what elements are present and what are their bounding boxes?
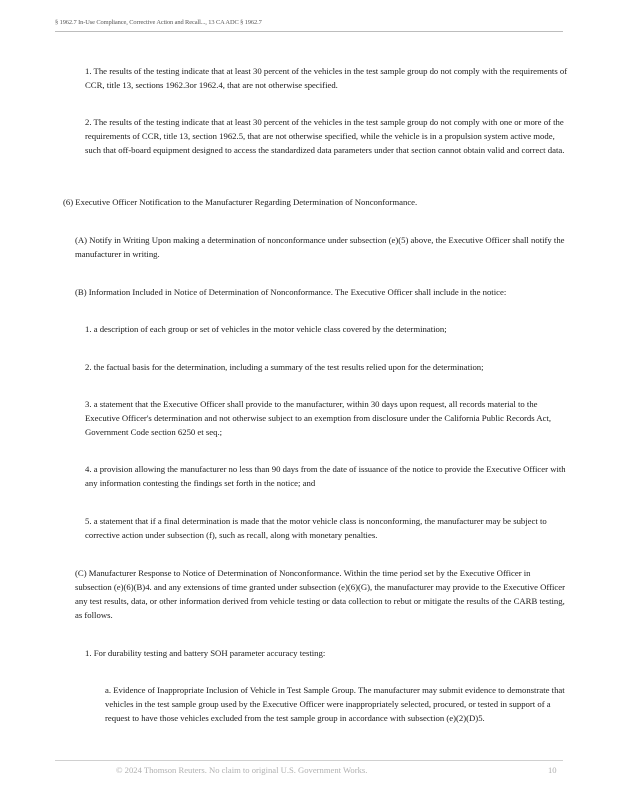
paragraph-e5-1: 1. The results of the testing indicate that at least 30 percent of the vehicles in the test sample group do not comply with the requirements of CCR, title 13, sections 1962.3or 1962.4, that are not otherwise specified. xyxy=(85,66,568,90)
page-number: 10 xyxy=(548,765,557,775)
paragraph-e6-C: (C) Manufacturer Response to Notice of Determination of Nonconformance. Within the time period set by the Executive Officer in subsection (e)(6)(B)4. and any extensions of time granted under subsection (e)(6)(G), the manufacturer may provide to the Executive Officer any test results, data, or other information derived from vehicle testing or data collection to rebut or mitigate the results of the CARB testing, as follows. xyxy=(75,568,566,620)
paragraph-e6-heading: (6) Executive Officer Notification to the Manufacturer Regarding Determination of Nonconformance. xyxy=(63,197,418,207)
paragraph-e6-C-1-a: a. Evidence of Inappropriate Inclusion of Vehicle in Test Sample Group. The manufacturer may submit evidence to demonstrate that vehicles in the test sample group used by the Executive Officer were inappropriately selected, procured, or tested in support of a request to have those vehicles excluded from the test sample group in accordance with subsection (e)(2)(D)5. xyxy=(105,685,565,723)
paragraph-e6-B-4: 4. a provision allowing the manufacturer no less than 90 days from the date of issuance of the notice to provide the Executive Officer with any information contesting the findings set forth in the notice; and xyxy=(85,464,566,488)
footer-copyright: © 2024 Thomson Reuters. No claim to original U.S. Government Works. xyxy=(116,765,368,775)
paragraph-e6-C-1: 1. For durability testing and battery SOH parameter accuracy testing: xyxy=(85,648,326,658)
paragraph-e5-2: 2. The results of the testing indicate that at least 30 percent of the vehicles in the test sample group do not comply with one or more of the requirements of CCR, title 13, section 1962.5, that are not otherwise specified, while the vehicle is in a propulsion system active mode, such that off-board equipment designed to access the standardized data parameters under that section cannot obtain valid and correct data. xyxy=(85,117,565,155)
paragraph-e6-A: (A) Notify in Writing Upon making a determination of nonconformance under subsection (e)(5) above, the Executive Officer shall notify the manufacturer in writing. xyxy=(75,235,565,259)
paragraph-e6-B-3: 3. a statement that the Executive Officer shall provide to the manufacturer, within 30 days upon request, all records material to the Executive Officer's determination and not otherwise subject to an exemption from disclosure under the California Public Records Act, Government Code section 6250 et seq.; xyxy=(85,399,552,437)
running-header: § 1962.7 In-Use Compliance, Corrective Action and Recall..., 13 CA ADC § 1962.7 xyxy=(55,19,262,26)
paragraph-e6-B-2: 2. the factual basis for the determination, including a summary of the test results relied upon for the determination; xyxy=(85,362,484,372)
paragraph-e6-B: (B) Information Included in Notice of Determination of Nonconformance. The Executive Officer shall include in the notice: xyxy=(75,287,507,297)
paragraph-e6-B-1: 1. a description of each group or set of vehicles in the motor vehicle class covered by the determination; xyxy=(85,324,447,334)
paragraph-e6-B-5: 5. a statement that if a final determination is made that the motor vehicle class is nonconforming, the manufacturer may be subject to corrective action under subsection (f), such as recall, along with monetary penalties. xyxy=(85,516,547,540)
footer-rule xyxy=(55,760,563,761)
header-rule xyxy=(55,31,563,32)
